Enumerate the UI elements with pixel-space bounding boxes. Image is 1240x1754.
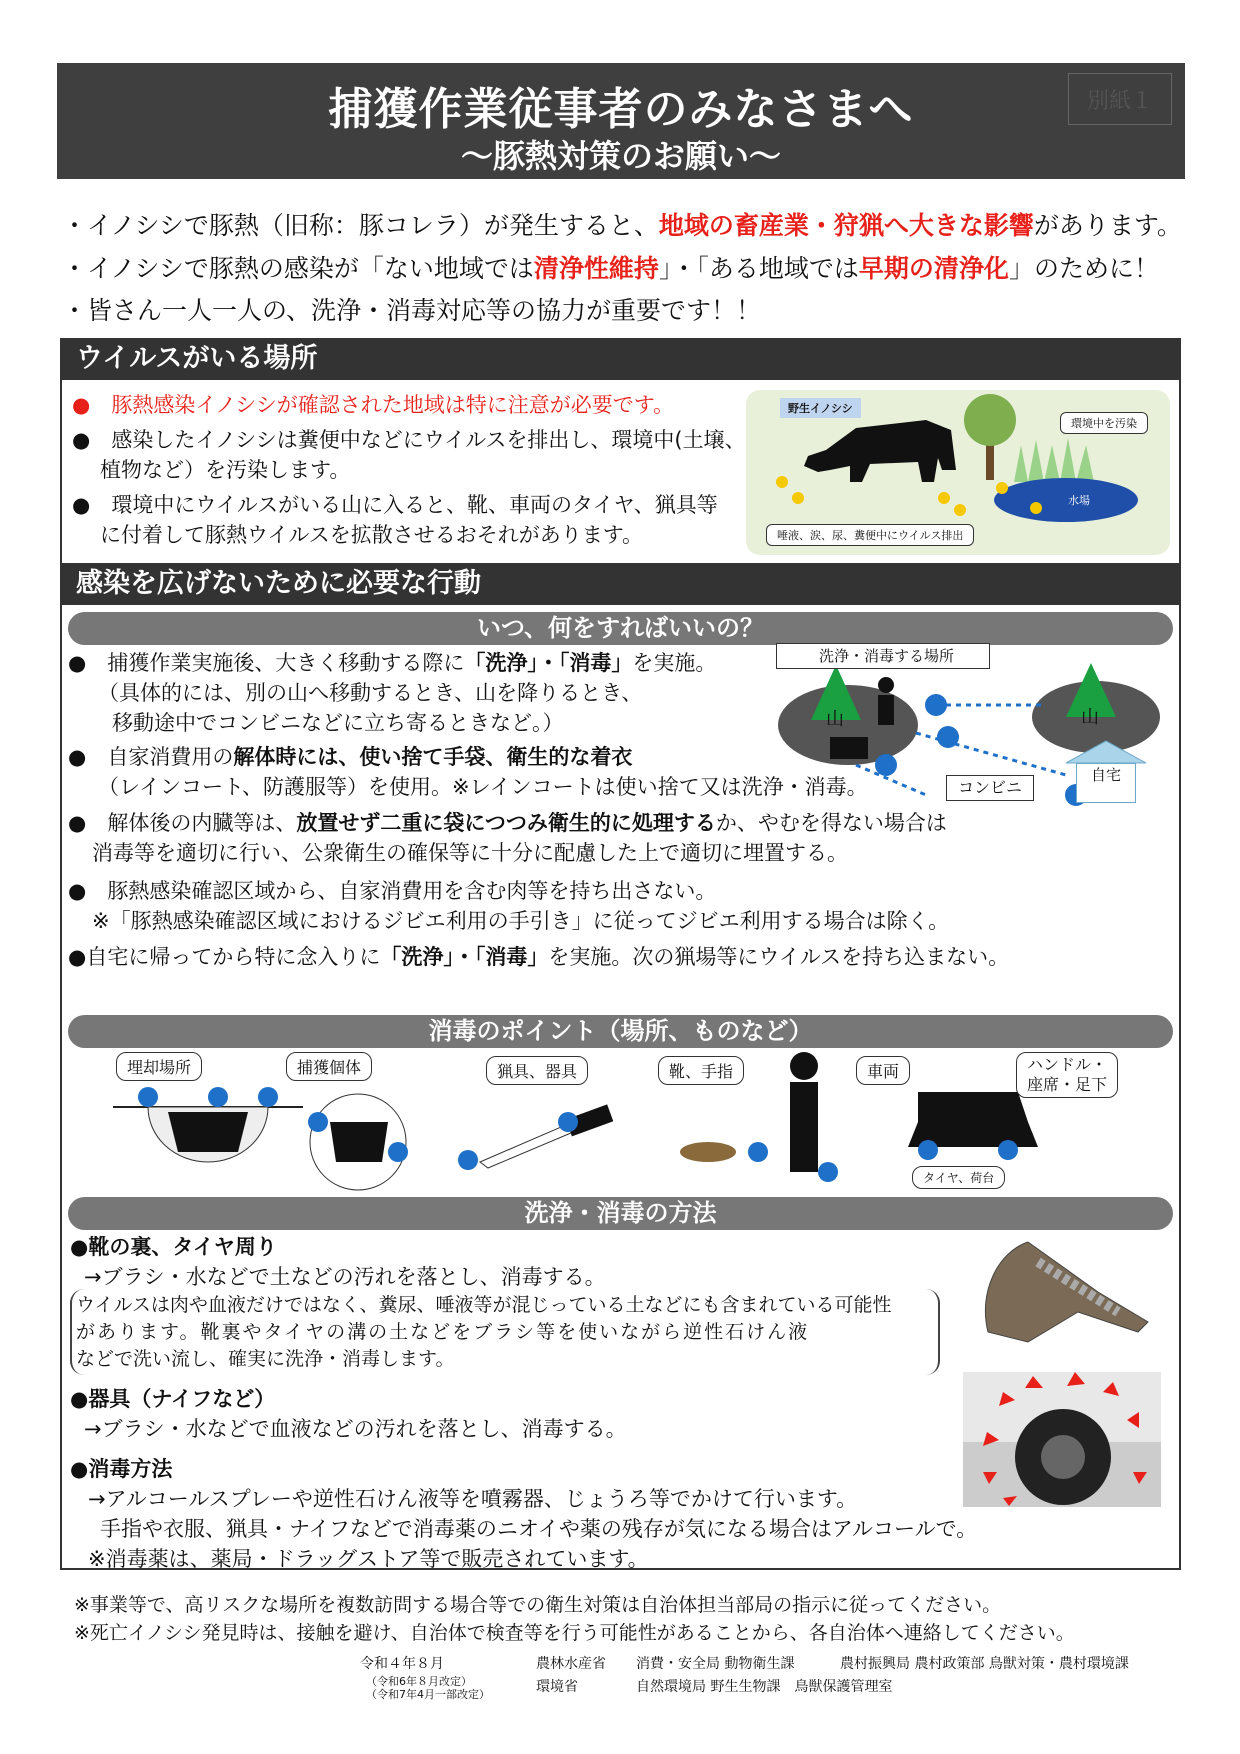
method-disinfect: ●消毒方法 — [70, 1457, 173, 1481]
label-hunting-tools: 猟具、器具 — [486, 1056, 588, 1085]
virus-spot — [918, 1140, 938, 1160]
footer-note-risk: ※事業等で、高リスクな場所を複数訪問する場合等での衛生対策は自治体担当部局の指示に従ってください。 — [74, 1594, 1002, 1616]
revision-1: （令和6年８月改定） — [366, 1675, 472, 1688]
ministry-maff: 農林水産省 — [536, 1656, 606, 1672]
action-2-detail: （レインコート、防護服等）を使用。※レインコートは使い捨て又は洗浄・消毒。 — [98, 775, 868, 799]
env-bubble: 環境中を汚染 — [1060, 412, 1148, 434]
method-shoes-tires: ●靴の裏、タイヤ周り — [70, 1235, 277, 1259]
movement-map — [776, 645, 1176, 835]
title-banner — [57, 63, 1185, 179]
intro-line-3: ・皆さん一人一人の、洗浄・消毒対応等の協力が重要です！！ — [62, 296, 762, 325]
action-3: ● 解体後の内臓等は、放置せず二重に袋につつみ衛生的に処理するか、やむを得ない場合は — [68, 811, 947, 835]
maff-rural-bureau: 農村振興局 農村政策部 鳥獣対策・農村環境課 — [840, 1656, 1129, 1672]
tree-crown — [964, 394, 1016, 446]
boot-shape — [985, 1242, 1148, 1342]
bullet-spread: ● 環境中にウイルスがいる山に入ると、靴、車両のタイヤ、猟具等 — [72, 493, 718, 517]
virus-spot — [558, 1112, 578, 1132]
action-5: ●自宅に帰ってから特に念入りに「洗浄」・「消毒」を実施。次の猟場等にウイルスを持ち込まない。 — [68, 945, 1010, 969]
action-4-note: ※「豚熱感染確認区域におけるジビエ利用の手引き」に従ってジビエ利用する場合は除く。 — [92, 909, 950, 933]
action-2: ● 自家消費用の解体時には、使い捨て手袋、衛生的な着衣 — [68, 745, 633, 769]
boar-silhouette — [804, 420, 956, 482]
virus-spot — [925, 694, 947, 716]
method-tools-step: →ブラシ・水などで血液などの汚れを落とし、消毒する。 — [84, 1417, 627, 1441]
action-3-detail: 消毒等を適切に行い、公衆衛生の確保等に十分に配慮した上で適切に埋置する。 — [92, 841, 848, 865]
bullet-excretion-cont: 植物など）を汚染します。 — [100, 458, 351, 482]
hunter-icon — [878, 677, 894, 693]
action-4: ● 豚熱感染確認区域から、自家消費用を含む肉等を持ち出さない。 — [68, 879, 717, 903]
grass — [1014, 438, 1094, 482]
footer-note-dead-boar: ※死亡イノシシ発見時は、接触を避け、自治体で検査等を行う可能性があることから、各自治体へ連絡してください。 — [74, 1622, 1075, 1644]
page-subtitle: ～豚熱対策のお願い～ — [460, 137, 781, 175]
maff-bureau: 消費・安全局 動物衛生課 — [636, 1656, 795, 1672]
illus-label: 野生イノシシ — [780, 398, 861, 418]
section-virus-location-title: ウイルスがいる場所 — [60, 338, 1181, 380]
bullet-caution: ● 豚熱感染イノシシが確認された地域は特に注意が必要です。 — [72, 393, 675, 417]
intro-line-1: ・イノシシで豚熱（旧称：豚コレラ）が発生すると、地域の畜産業・狩猟へ大きな影響があります。 — [62, 211, 1182, 240]
virus-spot — [208, 1087, 228, 1107]
pill-disinfection-points: 消毒のポイント（場所、ものなど） — [68, 1015, 1173, 1048]
hunter-body — [878, 695, 894, 725]
map-legend: 洗浄・消毒する場所 — [776, 643, 990, 669]
label-tire-bed: タイヤ、荷台 — [912, 1166, 1005, 1189]
car-icon — [830, 737, 868, 759]
section-actions-title: 感染を広げないために必要な行動 — [60, 563, 1181, 605]
water-pond — [994, 478, 1138, 522]
tire-svg — [963, 1372, 1161, 1507]
virus-dot — [792, 492, 804, 504]
action-1: ● 捕獲作業実施後、大きく移動する際に「洗浄」・「消毒」を実施。 — [68, 651, 717, 675]
method-disinfect-alcohol: 手指や衣服、猟具・ナイフなどで消毒薬のニオイや薬の残存が気になる場合はアルコールで。 — [100, 1517, 978, 1541]
virus-spot — [818, 1162, 838, 1182]
vehicle-body — [908, 1092, 1038, 1147]
bullet-spread-cont: に付着して豚熱ウイルスを拡散させるおそれがあります。 — [100, 523, 644, 547]
points-svg — [68, 1052, 1173, 1192]
mountain-label-1: 山 — [826, 709, 844, 730]
env-bureau: 自然環境局 野生生物課 鳥獣保護管理室 — [636, 1679, 893, 1695]
virus-soil-note: ウイルスは肉や血液だけではなく、糞尿、唾液等が混じっている土などにも含まれている可能性 があります。靴裏やタイヤの溝の土などをブラシ等を使いながら逆性石けん液 などで洗い流し、確実に洗浄・消毒します。 — [76, 1294, 892, 1370]
water-label: 水場 — [1068, 494, 1090, 507]
ministry-env: 環境省 — [536, 1679, 578, 1695]
virus-dot — [776, 476, 788, 488]
method-tools: ●器具（ナイフなど） — [70, 1387, 276, 1411]
tire-photo — [963, 1372, 1161, 1507]
wild-boar-illustration — [746, 390, 1170, 555]
label-captured-animal: 捕獲個体 — [286, 1052, 372, 1081]
issue-date: 令和４年８月 — [360, 1656, 444, 1672]
method-shoes-tires-step: →ブラシ・水などで土などの汚れを落とし、消毒する。 — [84, 1265, 606, 1289]
intro-line-2: ・イノシシで豚熱の感染が「ない地域では清浄性維持」・「ある地域では早期の清浄化」のために！ — [62, 254, 1159, 283]
method-disinfect-step: →アルコールスプレーや逆性石けん液等を噴霧器、じょうろ等でかけて行います。 — [88, 1487, 858, 1511]
action-1-detail: （具体的には、別の山へ移動するとき、山を降りるとき、 — [98, 681, 643, 705]
wheel-rim — [1041, 1435, 1085, 1479]
revision-2: （令和7年4月一部改定） — [366, 1688, 490, 1701]
movement-map-svg — [776, 645, 1176, 835]
pill-washing-methods: 洗浄・消毒の方法 — [68, 1197, 1173, 1230]
boot-sole-photo — [968, 1232, 1158, 1362]
virus-spot — [875, 754, 897, 776]
label-burial-site: 埋却場所 — [116, 1052, 202, 1081]
virus-spot — [458, 1150, 478, 1170]
virus-dot — [938, 492, 950, 504]
bullet-excretion: ● 感染したイノシシは糞便中などにウイルスを排出し、環境中(土壌、 — [72, 428, 746, 452]
attachment-badge: 別紙１ — [1068, 73, 1172, 125]
virus-spot — [937, 726, 959, 748]
person-body — [790, 1082, 818, 1172]
label-vehicle: 車両 — [856, 1056, 910, 1085]
label-handle-seat: ハンドル・ 座席・足下 — [1016, 1052, 1118, 1098]
virus-spot — [998, 1140, 1018, 1160]
virus-spot — [748, 1142, 768, 1162]
action-1-detail-2: 移動途中でコンビニなどに立ち寄るときなど。） — [112, 711, 564, 735]
disinfection-points-illustration — [68, 1052, 1173, 1192]
carcass-boar — [330, 1122, 388, 1162]
virus-spot — [308, 1112, 328, 1132]
dog-body — [680, 1142, 736, 1162]
virus-spot — [388, 1142, 408, 1162]
method-disinfect-purchase: ※消毒薬は、薬局・ドラッグストア等で販売されています。 — [88, 1547, 649, 1571]
buried-boar — [168, 1112, 248, 1152]
page-title: 捕獲作業従事者のみなさまへ — [328, 84, 914, 135]
virus-dot — [996, 482, 1008, 494]
virus-spot — [258, 1087, 278, 1107]
convenience-store: コンビニ — [946, 775, 1034, 801]
pill-when-what: いつ、何をすればいいの？ — [68, 612, 1173, 645]
boot-svg — [968, 1232, 1158, 1362]
label-shoes-hands: 靴、手指 — [658, 1056, 744, 1085]
person-head — [790, 1052, 818, 1080]
home: 自宅 — [1076, 763, 1136, 803]
mountain-label-2: 山 — [1081, 707, 1099, 728]
virus-dot — [1030, 502, 1042, 514]
virus-dot — [954, 504, 966, 516]
virus-spot — [138, 1087, 158, 1107]
excrete-bubble: 唾液、涙、尿、糞便中にウイルス排出 — [766, 524, 974, 546]
